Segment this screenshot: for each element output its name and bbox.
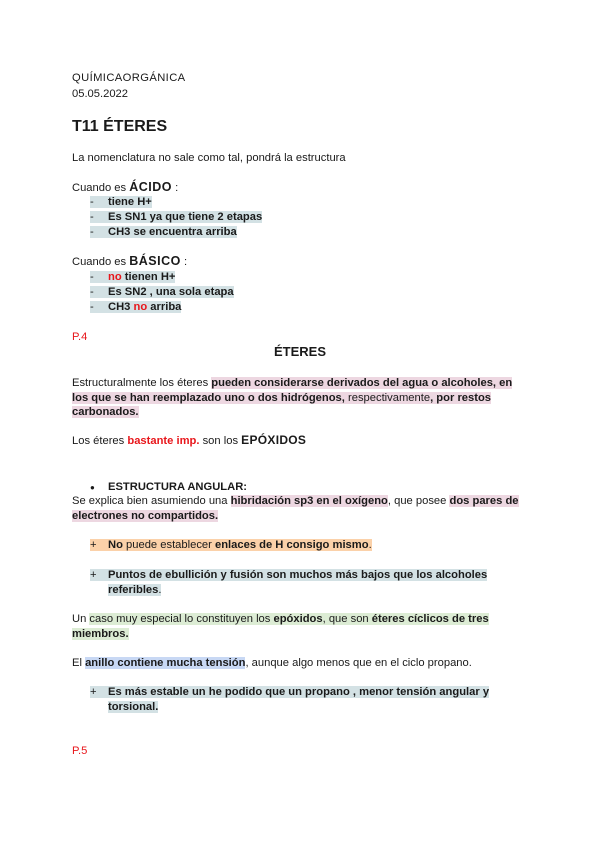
- paragraph-line: carbonados.: [72, 406, 139, 418]
- paragraph-line: Un caso muy especial lo constituyen los epóxidos, que son éteres cíclicos de tres: [72, 613, 489, 625]
- document-title: T11 ÉTERES: [72, 118, 168, 135]
- paragraph-line: Los éteres bastante imp. son los EPÓXIDOS: [72, 433, 307, 447]
- paragraph-line: Estructuralmente los éteres pueden considerarse derivados del agua o alcoholes, en: [72, 377, 513, 389]
- list-item: - CH3 se encuentra arriba: [90, 226, 237, 238]
- date-label: 05.05.2022: [72, 88, 128, 100]
- plus-item: + Puntos de ebullición y fusión son muchos más bajos que los alcoholes: [90, 569, 488, 581]
- subject-label: QUÍMICAORGÁNICA: [72, 72, 186, 84]
- paragraph-line: El anillo contiene mucha tensión, aunque algo menos que en el ciclo propano.: [72, 657, 472, 669]
- paragraph-line: miembros.: [72, 628, 129, 640]
- acido-heading: Cuando es ÁCIDO :: [72, 180, 179, 194]
- page-marker: P.5: [72, 745, 88, 757]
- plus-item-continued: referibles.: [108, 584, 162, 596]
- list-item: - CH3 no arriba: [90, 301, 182, 313]
- list-item: - Es SN2 , una sola etapa: [90, 286, 234, 298]
- page-marker: P.4: [72, 331, 88, 343]
- paragraph-line: los que se han reemplazado uno o dos hidrógenos, respectivamente, por restos: [72, 392, 492, 404]
- paragraph-line: electrones no compartidos.: [72, 510, 219, 522]
- list-item: - Es SN1 ya que tiene 2 etapas: [90, 211, 263, 223]
- plus-item-continued: torsional.: [108, 701, 159, 713]
- bullet-heading: ● ESTRUCTURA ANGULAR:: [90, 481, 248, 493]
- basico-heading: Cuando es BÁSICO :: [72, 254, 188, 268]
- section-title: ÉTERES: [273, 344, 326, 359]
- list-item: - no tienen H+: [90, 271, 176, 283]
- plus-item: + No puede establecer enlaces de H consigo mismo.: [90, 539, 372, 551]
- paragraph-line: Se explica bien asumiendo una hibridación sp3 en el oxígeno, que posee dos pares de: [72, 495, 519, 507]
- plus-item: + Es más estable un he podido que un propano , menor tensión angular y: [90, 686, 490, 698]
- intro-text: La nomenclatura no sale como tal, pondrá la estructura: [72, 152, 346, 164]
- list-item: - tiene H+: [90, 196, 152, 208]
